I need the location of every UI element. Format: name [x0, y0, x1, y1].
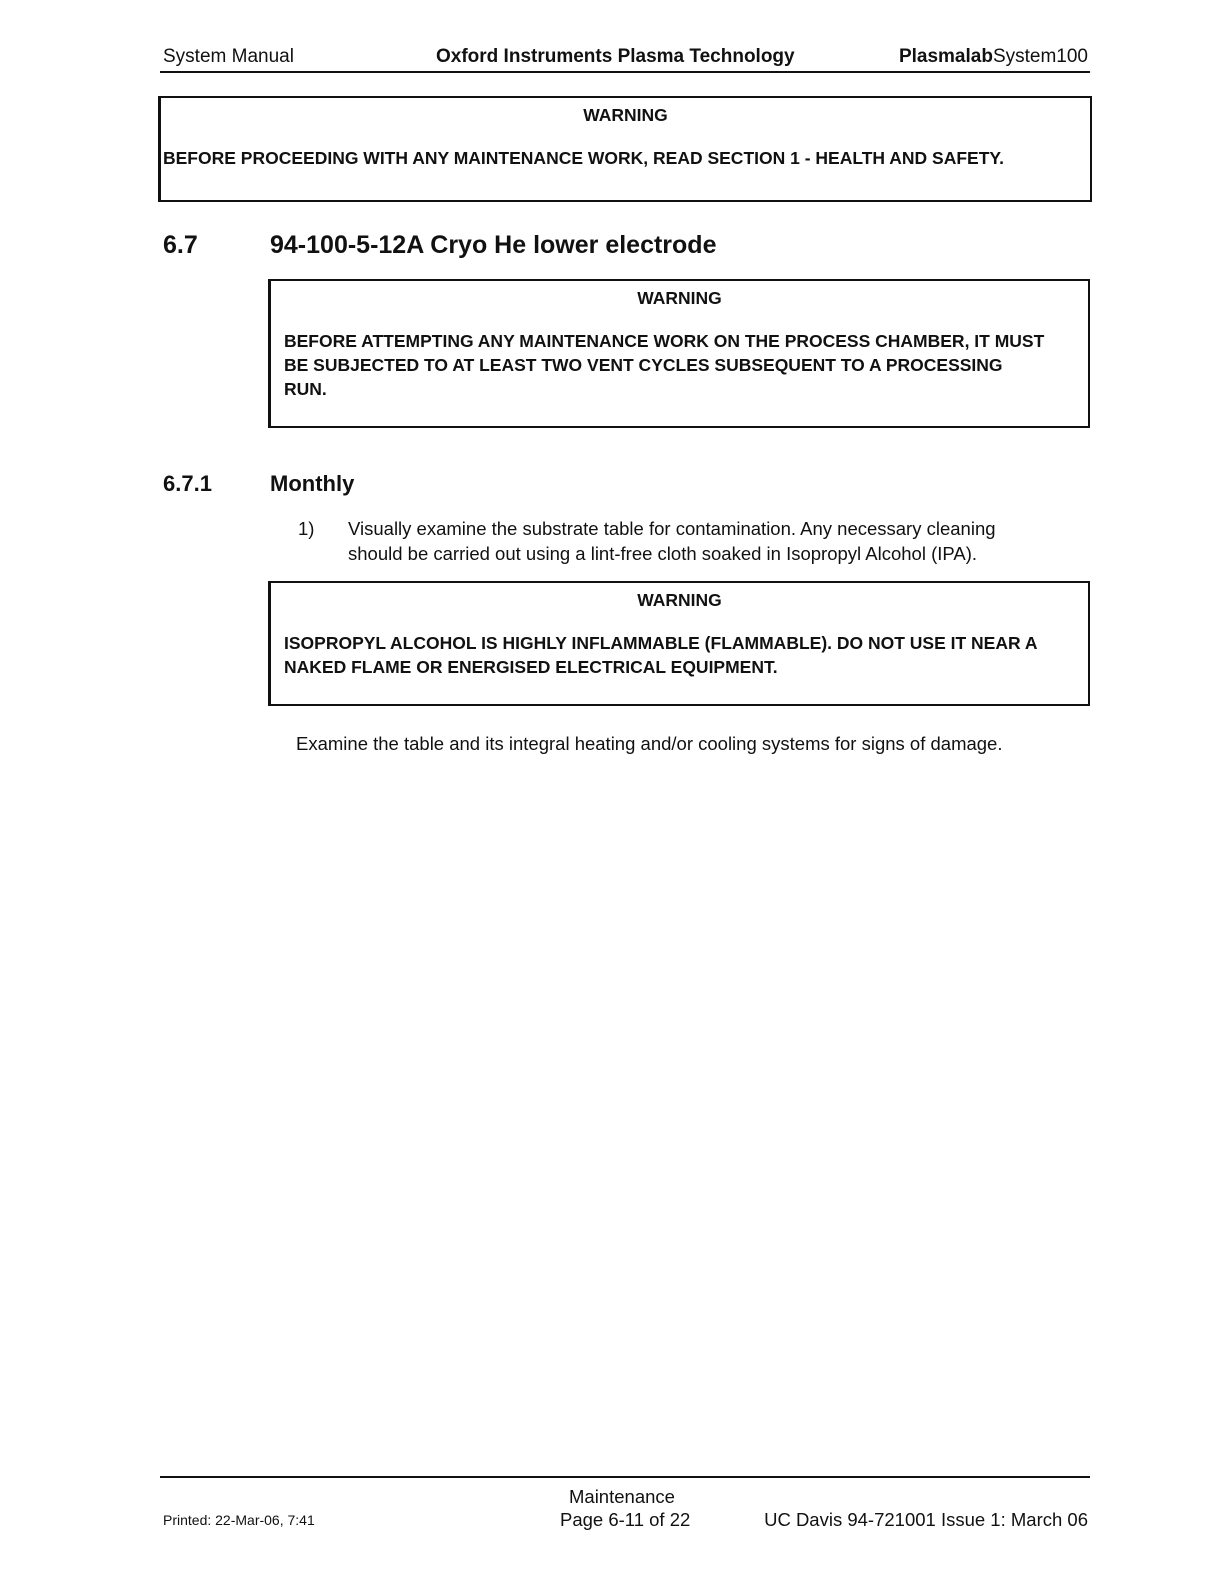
footer-printed: Printed: 22-Mar-06, 7:41	[163, 1512, 315, 1528]
list-item: Visually examine the substrate table for contamination. Any necessary cleaning should be carried out using a lint-free cloth soaked in Isopropyl Alcohol (IPA).	[348, 518, 996, 564]
paragraph: Examine the table and its integral heating and/or cooling systems for signs of damage.	[296, 733, 1003, 754]
warning-text: BEFORE PROCEEDING WITH ANY MAINTENANCE WORK, READ SECTION 1 - HEALTH AND SAFETY.	[163, 148, 1004, 168]
warning-text: BEFORE ATTEMPTING ANY MAINTENANCE WORK ON THE PROCESS CHAMBER, IT MUST BE SUBJECTED TO AT LEAST TWO VENT CYCLES SUBSEQUENT TO A PROCESSING RUN.	[284, 331, 1045, 399]
subsection-title: Monthly	[270, 471, 355, 496]
section-number: 6.7	[163, 231, 198, 259]
header-left: System Manual	[163, 46, 294, 67]
warning-title: WARNING	[583, 105, 668, 125]
subsection-number: 6.7.1	[163, 471, 212, 496]
list-marker: 1)	[298, 518, 315, 539]
header-right-normal: System100	[992, 46, 1088, 67]
header-right-bold: Plasmalab	[898, 46, 993, 67]
footer-doc: UC Davis 94-721001 Issue 1: March 06	[764, 1509, 1088, 1530]
header-rule	[160, 71, 1090, 73]
footer-chapter: Maintenance	[569, 1486, 675, 1507]
header-center: Oxford Instruments Plasma Technology	[436, 46, 795, 67]
warning-title: WARNING	[637, 590, 722, 610]
warning-box-2	[268, 279, 1090, 428]
warning-box-3	[268, 581, 1090, 706]
warning-title: WARNING	[637, 288, 722, 308]
header-right	[899, 46, 1088, 68]
footer-page: Page 6-11 of 22	[560, 1509, 691, 1530]
warning-box-1	[158, 96, 1092, 202]
warning-text: ISOPROPYL ALCOHOL IS HIGHLY INFLAMMABLE (FLAMMABLE). DO NOT USE IT NEAR A NAKED FLAME OR ENERGISED ELECTRICAL EQUIPMENT.	[284, 633, 1037, 677]
section-title: 94-100-5-12A Cryo He lower electrode	[270, 231, 717, 259]
footer-rule	[160, 1476, 1090, 1478]
